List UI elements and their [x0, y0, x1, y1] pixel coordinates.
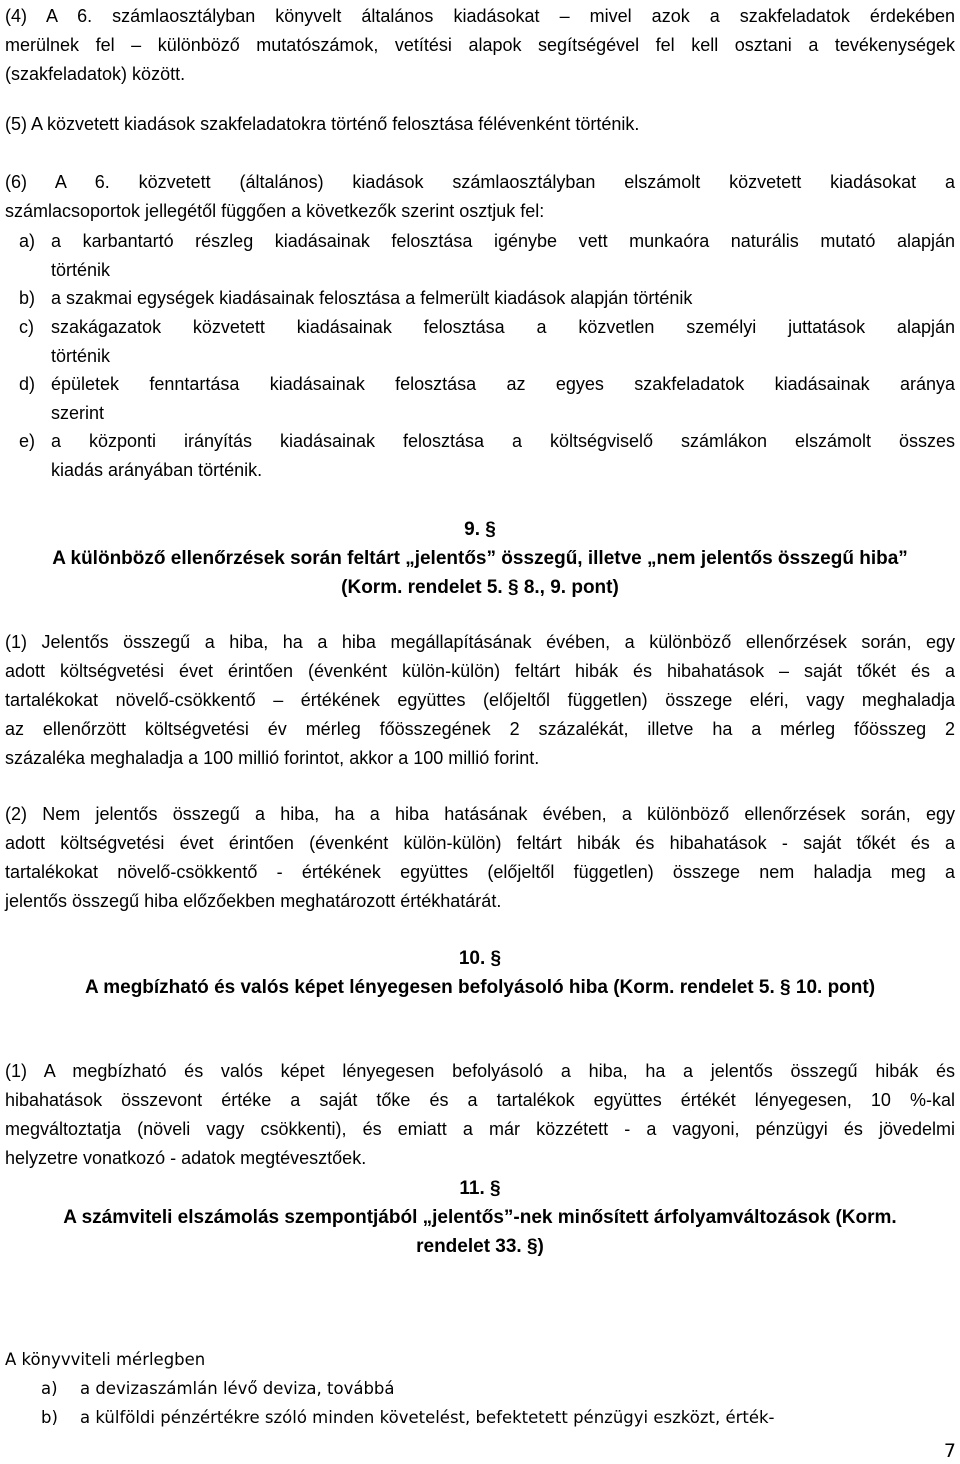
- paragraph-line: tartalékokat növelő-csökkentő - értékének együttes (előjeltől független) összege nem haladja meg a: [5, 862, 955, 882]
- section-9-paragraph-2: [5, 800, 955, 916]
- list-text: történik: [51, 259, 111, 280]
- list-label: a): [41, 1379, 58, 1398]
- list-text: szerint: [51, 402, 105, 423]
- section-title: (Korm. rendelet 5. § 8., 9. pont): [341, 577, 619, 598]
- paragraph-line: számlacsoportok jellegétől függően a következők szerint osztjuk fel:: [5, 201, 545, 221]
- list-text: a karbantartó részleg kiadásainak felosztása igénybe vett munkaóra naturális mutató alapján: [51, 231, 955, 251]
- list-text: szakágazatok közvetett kiadásainak felosztása a közvetlen személyi juttatások alapján: [51, 317, 955, 337]
- paragraph-line: (1) A megbízható és valós képet lényegesen befolyásoló a hiba, ha a jelentős összegű hibák és: [5, 1061, 955, 1081]
- section-number: 10. §: [458, 948, 502, 969]
- section-11-heading: [5, 1174, 955, 1261]
- section-9-paragraph-1: [5, 628, 955, 773]
- paragraph-line: adott költségvetési évet érintően (évenként külön-külön) feltárt hibák és hibahatások – saját tőkét és a: [5, 661, 955, 681]
- list-label: b): [41, 1408, 58, 1427]
- paragraph-line: (5) A közvetett kiadások szakfeladatokra történő felosztása félévenként történik.: [5, 114, 640, 134]
- paragraph-line: merülnek fel – különböző mutatószámok, vetítési alapok segítségével fel kell osztani a tevékenységek: [5, 35, 955, 55]
- page-number: 7: [943, 1440, 956, 1462]
- list-text: történik: [51, 345, 111, 366]
- section-title: A különböző ellenőrzések során feltárt „jelentős” összegű, illetve „nem jelentős összegű hiba”: [52, 548, 908, 569]
- list-label: d): [19, 374, 36, 394]
- tail-intro: [5, 1346, 955, 1374]
- list-text: épületek fenntartása kiadásainak felosztása az egyes szakfeladatok kiadásainak aránya: [51, 374, 955, 394]
- paragraph-line: tartalékokat növelő-csökkentő – értékének együttes (előjeltől független) összege eléri, vagy meghaladja: [5, 690, 955, 710]
- paragraph-line: (2) Nem jelentős összegű a hiba, ha a hiba hatásának évében, a különböző ellenőrzések során, egy: [5, 804, 955, 824]
- paragraph-line: az ellenőrzött költségvetési év mérleg főösszegének 2 százalékát, illetve ha a mérleg főösszeg 2: [5, 719, 955, 739]
- paragraph-6: [5, 168, 955, 226]
- tail-intro-text: A könyvviteli mérlegben: [5, 1350, 206, 1369]
- paragraph-line: (4) A 6. számlaosztályban könyvelt általános kiadásokat – mivel azok a szakfeladatok érdekében: [5, 6, 955, 26]
- list-text: a külföldi pénzértékre szóló minden követelést, befektetett pénzügyi eszközt, érték-: [80, 1408, 775, 1427]
- paragraph-line: jelentős összegű hiba előzőekben meghatározott értékhatárát.: [5, 891, 502, 911]
- list-label: c): [19, 317, 34, 337]
- paragraph-line: (1) Jelentős összegű a hiba, ha a hiba megállapításának évében, a különböző ellenőrzések során, egy: [5, 632, 955, 652]
- paragraph-line: megváltoztatja (növeli vagy csökkenti), és emiatt a már közzétett - a vagyoni, pénzügyi és jövedelmi: [5, 1119, 955, 1139]
- list-label: b): [19, 288, 36, 308]
- paragraph-line: helyzetre vonatkozó - adatok megtévesztőek.: [5, 1148, 367, 1168]
- list-label: e): [19, 431, 36, 451]
- section-title: rendelet 33. §): [416, 1236, 544, 1257]
- paragraph-line: (szakfeladatok) között.: [5, 64, 186, 84]
- list-text: a devizaszámlán lévő deviza, továbbá: [80, 1379, 395, 1398]
- paragraph-5: [5, 110, 955, 139]
- list-label: a): [19, 231, 36, 251]
- list-text: a szakmai egységek kiadásainak felosztása a felmerült kiadások alapján történik: [51, 288, 693, 308]
- paragraph-line: (6) A 6. közvetett (általános) kiadások számlaosztályban elszámolt közvetett kiadásokat a: [5, 172, 955, 192]
- section-title: A számviteli elszámolás szempontjából „jelentős”-nek minősített árfolyamváltozások (Korm.: [63, 1207, 897, 1228]
- section-number: 11. §: [459, 1178, 501, 1199]
- section-title: A megbízható és valós képet lényegesen befolyásoló hiba (Korm. rendelet 5. § 10. pont): [84, 977, 876, 998]
- paragraph-line: adott költségvetési évet érintően (évenként külön-külön) feltárt hibák és hibahatások - saját tőkét és a: [5, 833, 955, 853]
- paragraph-line: hibahatások összevont értéke a saját tőke és a tartalékok együttes értékét lényegesen, 10 %-kal: [5, 1090, 955, 1110]
- list-text: kiadás arányában történik.: [51, 459, 263, 480]
- section-9-heading: [5, 515, 955, 602]
- list-text: a központi irányítás kiadásainak felosztása a költségviselő számlákon elszámolt összes: [51, 431, 955, 451]
- paragraph-4: [5, 2, 955, 89]
- paragraph-line: százaléka meghaladja a 100 millió forintot, akkor a 100 millió forint.: [5, 748, 540, 768]
- section-number: 9. §: [464, 519, 496, 540]
- section-10-paragraph-1: [5, 1057, 955, 1173]
- section-10-heading: [5, 944, 955, 1002]
